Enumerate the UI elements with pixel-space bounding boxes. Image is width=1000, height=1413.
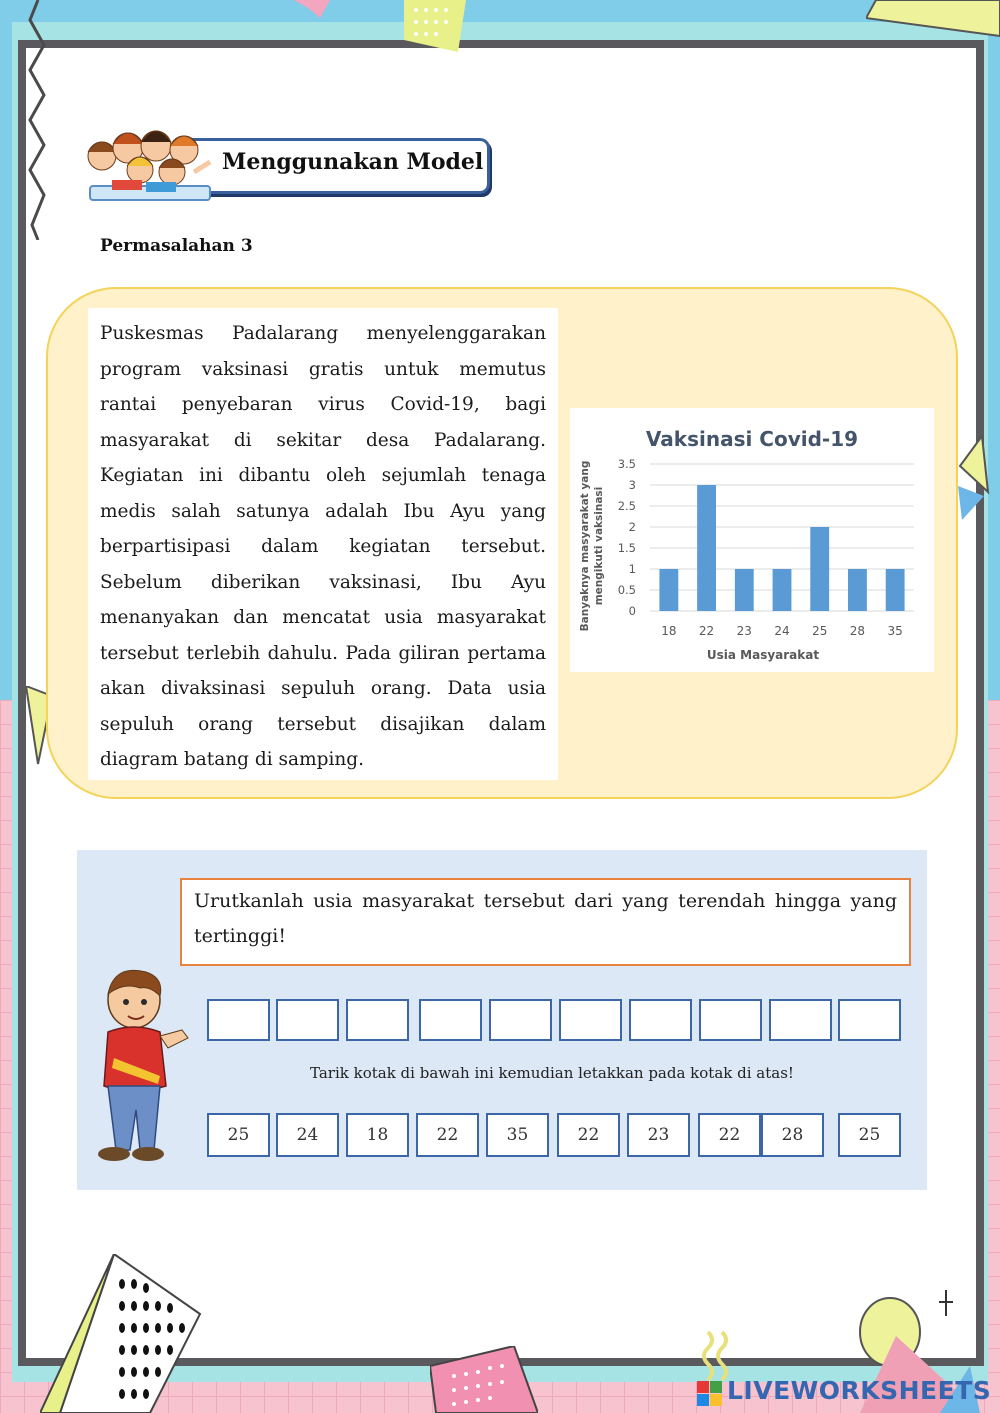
story-text: Puskesmas Padalarang menyelenggarakan program vaksinasi gratis untuk memutus rantai penyebaran virus Covid-19, bagi masyarakat di sekitar desa Padalarang. Kegiatan ini dibantu oleh sejumlah tenaga medis salah satunya adalah Ibu Ayu yang berpartisipasi dalam kegiatan tersebut. Sebelum diberikan vaksinasi, Ibu Ayu menanyakan dan mencatat usia masyarakat tersebut terlebih dahulu. Pada giliran pertama akan divaksinasi sepuluh orang. Data usia sepuluh orang tersebut disajikan dalam diagram batang di samping. bbox=[100, 323, 546, 770]
chart-canvas bbox=[570, 408, 934, 672]
question-box bbox=[180, 878, 911, 966]
chart-y-ticks bbox=[618, 457, 636, 618]
answer-slot-1[interactable] bbox=[207, 999, 270, 1041]
dotted-triangle-bottom-icon bbox=[40, 1254, 210, 1413]
triangles-right-icon bbox=[954, 436, 1000, 522]
bar-25 bbox=[810, 527, 829, 611]
zigzag-decoration-icon bbox=[26, 0, 50, 240]
answer-slot-7[interactable] bbox=[629, 999, 692, 1041]
bar-23 bbox=[735, 569, 754, 611]
children-reading-icon bbox=[72, 112, 222, 208]
answer-slot-10[interactable] bbox=[838, 999, 901, 1041]
pink-box-bottom-icon bbox=[430, 1346, 538, 1413]
dotted-triangle-top-icon bbox=[394, 0, 474, 52]
pink-shape-top-icon bbox=[294, 0, 330, 18]
drag-instruction: Tarik kotak di bawah ini kemudian letakkan pada kotak di atas! bbox=[310, 1064, 794, 1082]
bar-18 bbox=[659, 569, 678, 611]
page-title: Menggunakan Model bbox=[222, 149, 484, 175]
tile-2[interactable]: 24 bbox=[276, 1113, 339, 1157]
y-tick-label: 3 bbox=[628, 478, 636, 492]
answer-slot-6[interactable] bbox=[559, 999, 622, 1041]
tile-4[interactable]: 22 bbox=[416, 1113, 479, 1157]
tile-9[interactable]: 28 bbox=[761, 1113, 824, 1157]
chart-y-label-line1: Banyaknya masyarakat yang bbox=[579, 460, 591, 632]
chart-x-label: Usia Masyarakat bbox=[706, 648, 820, 662]
bar-22 bbox=[697, 485, 716, 611]
bar-35 bbox=[886, 569, 905, 611]
answer-slot-3[interactable] bbox=[346, 999, 409, 1041]
tile-7[interactable]: 23 bbox=[627, 1113, 690, 1157]
tile-5[interactable]: 35 bbox=[486, 1113, 549, 1157]
chart-x-ticks bbox=[661, 624, 903, 638]
chart-title: Vaksinasi Covid-19 bbox=[645, 427, 859, 451]
answer-slot-5[interactable] bbox=[489, 999, 552, 1041]
yellow-corner-top-right-icon bbox=[866, 0, 1000, 40]
x-tick-label: 18 bbox=[661, 624, 677, 638]
x-tick-label: 25 bbox=[812, 624, 828, 638]
tile-1[interactable]: 25 bbox=[207, 1113, 270, 1157]
story-box bbox=[88, 308, 558, 780]
y-tick-label: 2 bbox=[628, 520, 636, 534]
x-tick-label: 23 bbox=[736, 624, 752, 638]
boy-pointing-icon bbox=[86, 968, 196, 1168]
liveworksheets-logo-icon bbox=[697, 1381, 723, 1407]
bar-24 bbox=[773, 569, 792, 611]
x-tick-label: 22 bbox=[698, 624, 715, 638]
answer-slot-4[interactable] bbox=[419, 999, 482, 1041]
answer-slot-8[interactable] bbox=[699, 999, 762, 1041]
question-text: Urutkanlah usia masyarakat tersebut dari yang terendah hingga yang tertinggi! bbox=[194, 890, 897, 947]
problem-label: Permasalahan 3 bbox=[100, 236, 253, 256]
x-tick-label: 28 bbox=[849, 624, 866, 638]
tile-8[interactable]: 22 bbox=[698, 1113, 761, 1157]
y-tick-label: 1.5 bbox=[617, 541, 636, 555]
x-tick-label: 24 bbox=[774, 624, 790, 638]
y-tick-label: 0 bbox=[628, 604, 636, 618]
y-tick-label: 0.5 bbox=[617, 583, 636, 597]
answer-slot-2[interactable] bbox=[276, 999, 339, 1041]
cross-mark-icon bbox=[936, 1290, 956, 1316]
y-tick-label: 2.5 bbox=[617, 499, 636, 513]
tile-6[interactable]: 22 bbox=[557, 1113, 620, 1157]
x-tick-label: 35 bbox=[887, 624, 903, 638]
chart-y-label-line2: mengikuti vaksinasi bbox=[593, 486, 605, 606]
bar-chart bbox=[570, 408, 934, 672]
tile-3[interactable]: 18 bbox=[346, 1113, 409, 1157]
answer-slot-9[interactable] bbox=[769, 999, 832, 1041]
bar-28 bbox=[848, 569, 867, 611]
watermark: LIVEWORKSHEETS bbox=[727, 1376, 992, 1405]
y-tick-label: 3.5 bbox=[617, 457, 636, 471]
tile-10[interactable]: 25 bbox=[838, 1113, 901, 1157]
y-tick-label: 1 bbox=[628, 562, 636, 576]
